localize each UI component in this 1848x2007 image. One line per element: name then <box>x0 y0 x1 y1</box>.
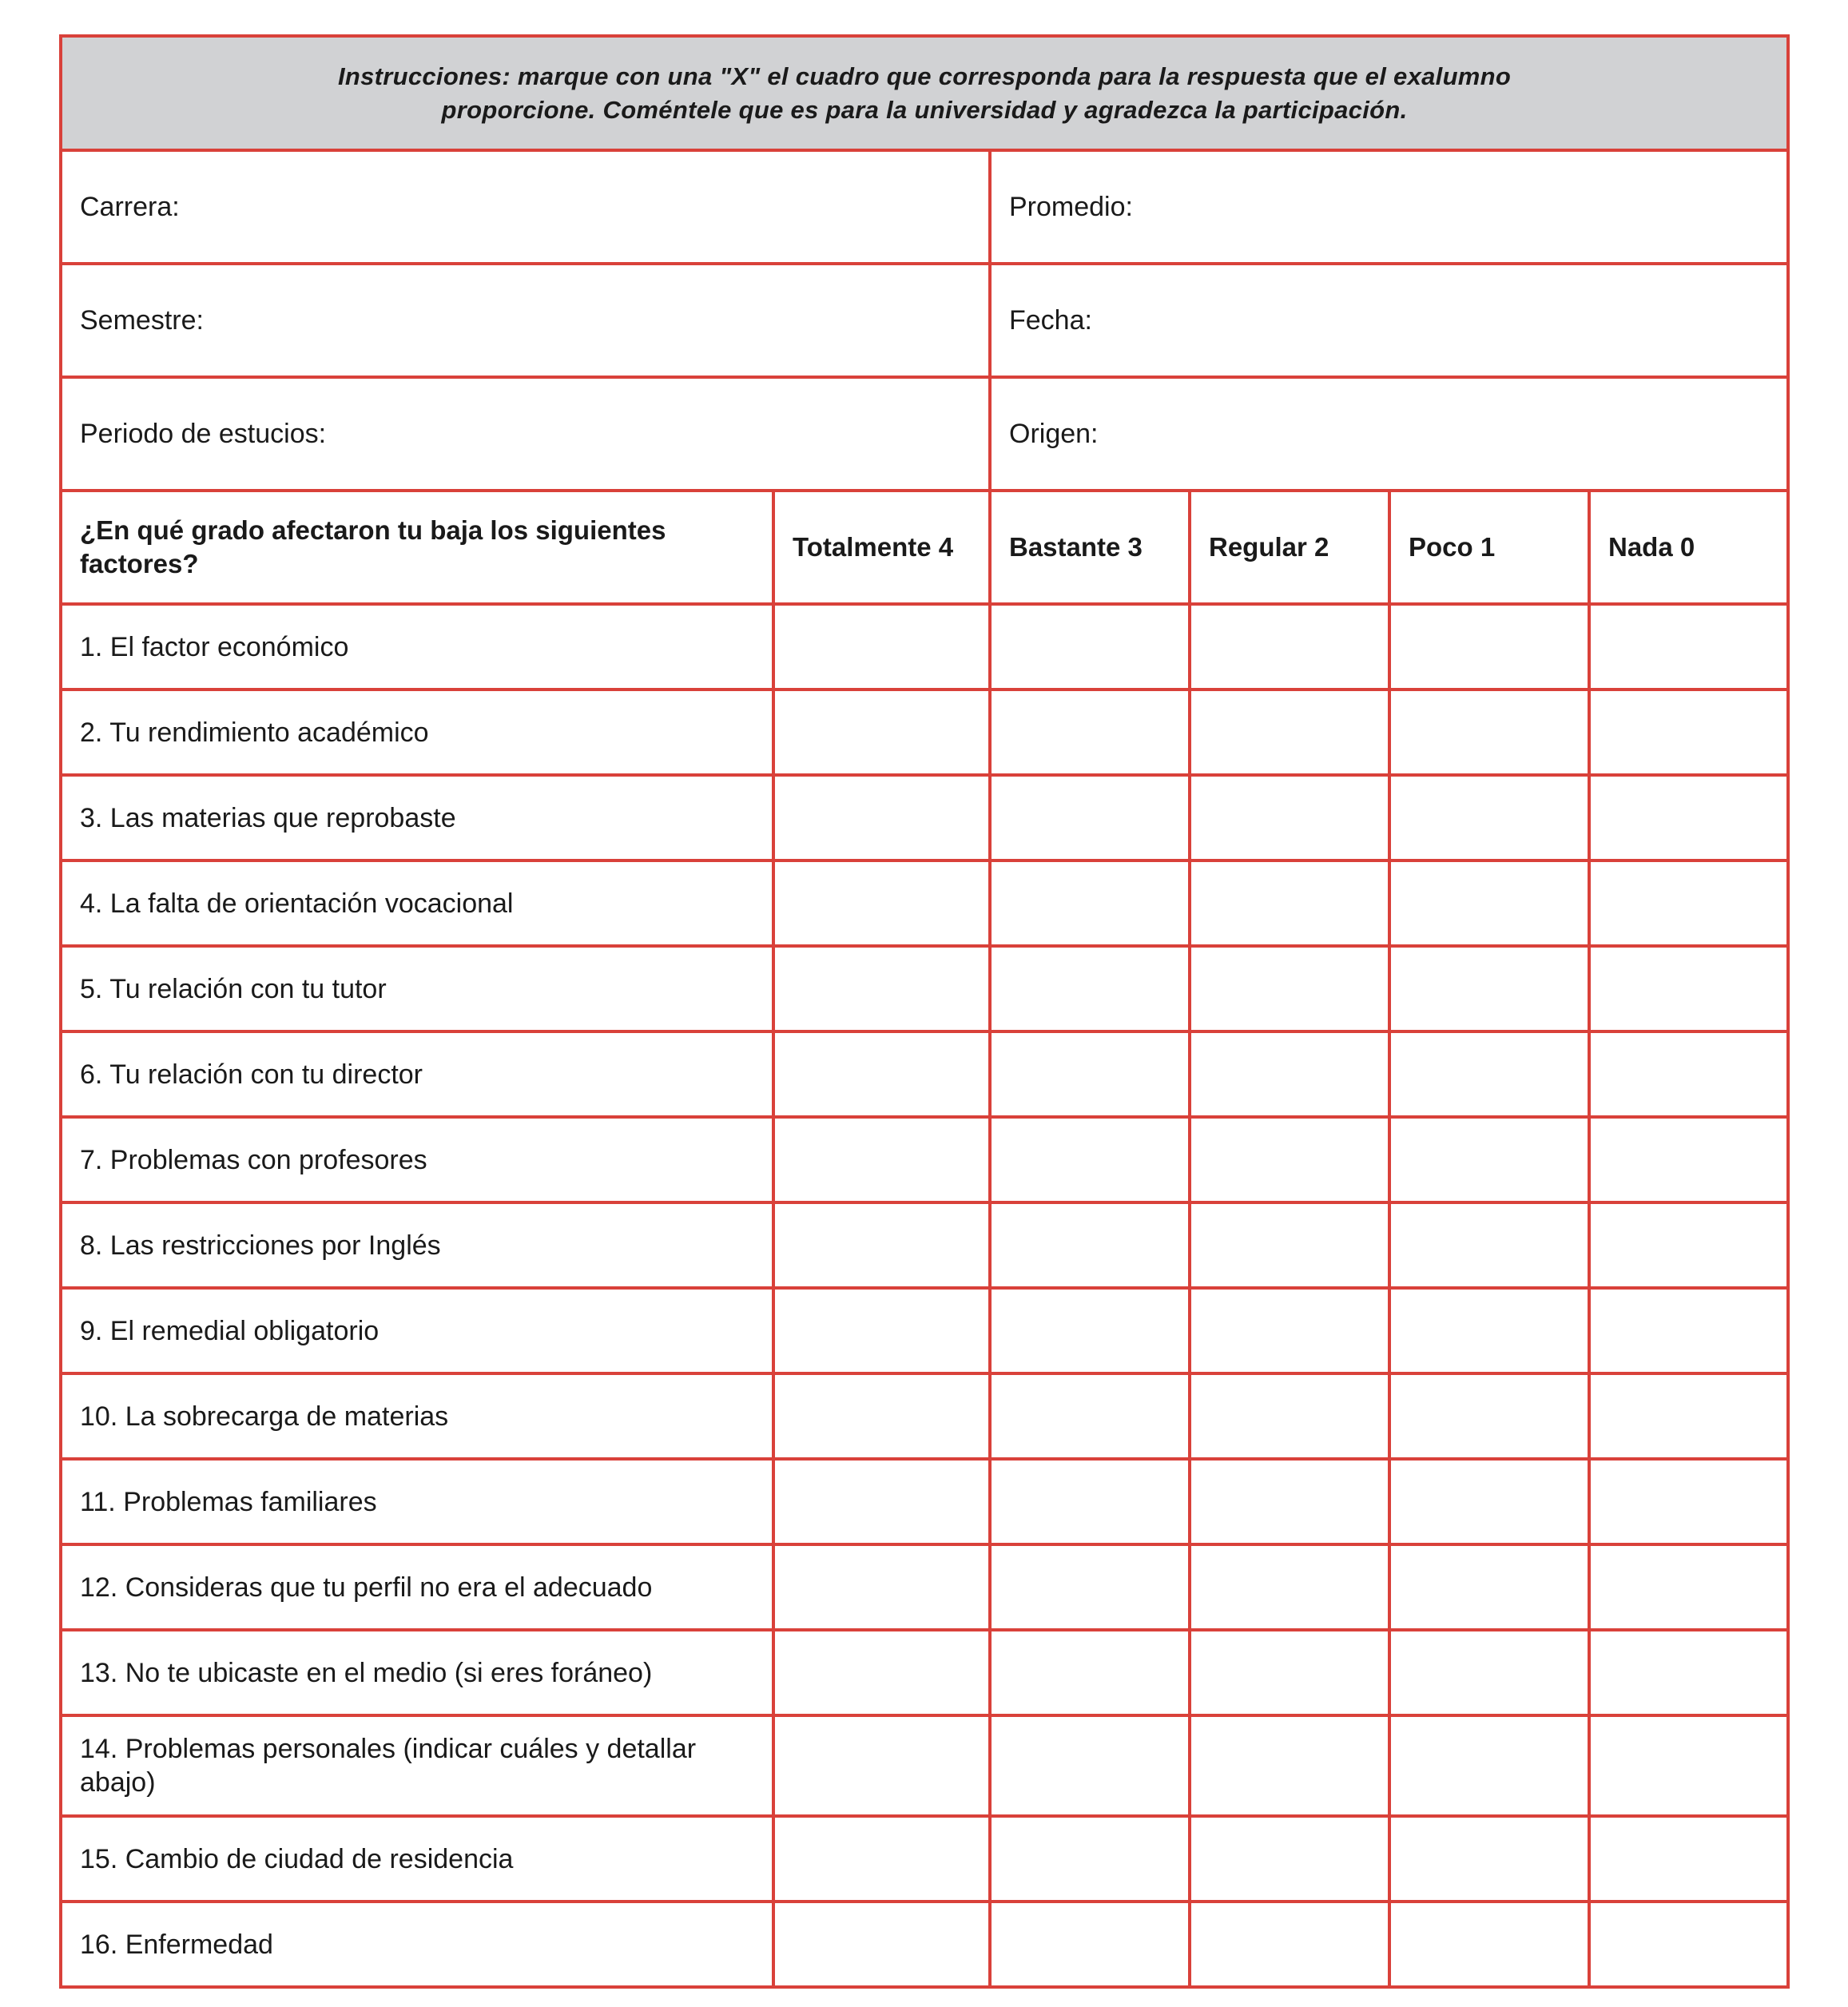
answer-checkbox-regular[interactable] <box>1190 1288 1389 1373</box>
scale-header-totalmente: Totalmente 4 <box>773 491 990 604</box>
scale-header-poco: Poco 1 <box>1389 491 1589 604</box>
answer-checkbox-totalmente[interactable] <box>773 1902 990 1987</box>
question-header: ¿En qué grado afectaron tu baja los siguientes factores? <box>61 491 773 604</box>
answer-checkbox-regular[interactable] <box>1190 1459 1389 1544</box>
answer-checkbox-regular[interactable] <box>1190 690 1389 775</box>
answer-checkbox-bastante[interactable] <box>990 1902 1190 1987</box>
answer-checkbox-regular[interactable] <box>1190 1902 1389 1987</box>
study-period-field[interactable]: Periodo de estucios: <box>61 377 990 491</box>
table-row <box>61 1544 1788 1630</box>
answer-checkbox-bastante[interactable] <box>990 1202 1190 1288</box>
info-row-career <box>61 150 1788 264</box>
answer-checkbox-bastante[interactable] <box>990 1117 1190 1202</box>
factor-label: 14. Problemas personales (indicar cuáles y detallar abajo) <box>61 1715 773 1816</box>
answer-checkbox-totalmente[interactable] <box>773 1117 990 1202</box>
table-row <box>61 1459 1788 1544</box>
factor-label: 2. Tu rendimiento académico <box>61 690 773 775</box>
table-row <box>61 775 1788 860</box>
average-field[interactable]: Promedio: <box>990 150 1788 264</box>
answer-checkbox-poco[interactable] <box>1389 604 1589 690</box>
answer-checkbox-poco[interactable] <box>1389 1715 1589 1816</box>
table-row <box>61 1902 1788 1987</box>
answer-checkbox-bastante[interactable] <box>990 946 1190 1031</box>
scale-header-bastante: Bastante 3 <box>990 491 1190 604</box>
answer-checkbox-nada[interactable] <box>1589 1031 1788 1117</box>
scale-header-row <box>61 491 1788 604</box>
factor-label: 11. Problemas familiares <box>61 1459 773 1544</box>
semester-field[interactable]: Semestre: <box>61 264 990 377</box>
answer-checkbox-poco[interactable] <box>1389 946 1589 1031</box>
answer-checkbox-bastante[interactable] <box>990 1544 1190 1630</box>
answer-checkbox-poco[interactable] <box>1389 1117 1589 1202</box>
scale-header-regular: Regular 2 <box>1190 491 1389 604</box>
info-row-semester <box>61 264 1788 377</box>
answer-checkbox-totalmente[interactable] <box>773 604 990 690</box>
answer-checkbox-poco[interactable] <box>1389 1459 1589 1544</box>
survey-form-table <box>59 34 1790 1989</box>
answer-checkbox-regular[interactable] <box>1190 1544 1389 1630</box>
answer-checkbox-nada[interactable] <box>1589 775 1788 860</box>
answer-checkbox-regular[interactable] <box>1190 604 1389 690</box>
answer-checkbox-regular[interactable] <box>1190 1117 1389 1202</box>
factor-label: 15. Cambio de ciudad de residencia <box>61 1816 773 1902</box>
table-row <box>61 690 1788 775</box>
instructions-line-2: proporcione. Coméntele que es para la universidad y agradezca la participación. <box>441 95 1408 124</box>
answer-checkbox-poco[interactable] <box>1389 775 1589 860</box>
answer-checkbox-poco[interactable] <box>1389 1902 1589 1987</box>
answer-checkbox-regular[interactable] <box>1190 775 1389 860</box>
date-field[interactable]: Fecha: <box>990 264 1788 377</box>
answer-checkbox-regular[interactable] <box>1190 1031 1389 1117</box>
answer-checkbox-totalmente[interactable] <box>773 1715 990 1816</box>
answer-checkbox-nada[interactable] <box>1589 1117 1788 1202</box>
table-row <box>61 1816 1788 1902</box>
answer-checkbox-bastante[interactable] <box>990 1816 1190 1902</box>
factor-label: 5. Tu relación con tu tutor <box>61 946 773 1031</box>
table-row <box>61 860 1788 946</box>
answer-checkbox-poco[interactable] <box>1389 1031 1589 1117</box>
answer-checkbox-nada[interactable] <box>1589 1544 1788 1630</box>
answer-checkbox-totalmente[interactable] <box>773 690 990 775</box>
instructions-line-1: Instrucciones: marque con una "X" el cuadro que corresponda para la respuesta que el exalumno <box>337 62 1512 90</box>
answer-checkbox-totalmente[interactable] <box>773 1202 990 1288</box>
answer-checkbox-nada[interactable] <box>1589 1902 1788 1987</box>
answer-checkbox-nada[interactable] <box>1589 1373 1788 1459</box>
answer-checkbox-regular[interactable] <box>1190 1630 1389 1715</box>
table-row <box>61 1288 1788 1373</box>
answer-checkbox-poco[interactable] <box>1389 1288 1589 1373</box>
factor-label: 16. Enfermedad <box>61 1902 773 1987</box>
answer-checkbox-poco[interactable] <box>1389 690 1589 775</box>
table-row <box>61 1202 1788 1288</box>
answer-checkbox-poco[interactable] <box>1389 1816 1589 1902</box>
answer-checkbox-totalmente[interactable] <box>773 860 990 946</box>
answer-checkbox-poco[interactable] <box>1389 1202 1589 1288</box>
answer-checkbox-regular[interactable] <box>1190 1202 1389 1288</box>
answer-checkbox-nada[interactable] <box>1589 1288 1788 1373</box>
answer-checkbox-bastante[interactable] <box>990 604 1190 690</box>
answer-checkbox-bastante[interactable] <box>990 1630 1190 1715</box>
answer-checkbox-totalmente[interactable] <box>773 1544 990 1630</box>
factor-label: 1. El factor económico <box>61 604 773 690</box>
info-row-period <box>61 377 1788 491</box>
answer-checkbox-totalmente[interactable] <box>773 1288 990 1373</box>
instructions-cell <box>61 36 1788 150</box>
answer-checkbox-totalmente[interactable] <box>773 1630 990 1715</box>
answer-checkbox-poco[interactable] <box>1389 1373 1589 1459</box>
answer-checkbox-regular[interactable] <box>1190 1715 1389 1816</box>
answer-checkbox-totalmente[interactable] <box>773 1816 990 1902</box>
answer-checkbox-poco[interactable] <box>1389 1544 1589 1630</box>
answer-checkbox-totalmente[interactable] <box>773 1031 990 1117</box>
answer-checkbox-poco[interactable] <box>1389 860 1589 946</box>
table-row <box>61 1373 1788 1459</box>
career-field[interactable]: Carrera: <box>61 150 990 264</box>
table-row <box>61 1117 1788 1202</box>
answer-checkbox-poco[interactable] <box>1389 1630 1589 1715</box>
answer-checkbox-totalmente[interactable] <box>773 1459 990 1544</box>
answer-checkbox-bastante[interactable] <box>990 775 1190 860</box>
factor-label: 4. La falta de orientación vocacional <box>61 860 773 946</box>
origin-field[interactable]: Origen: <box>990 377 1788 491</box>
answer-checkbox-nada[interactable] <box>1589 1202 1788 1288</box>
answer-checkbox-totalmente[interactable] <box>773 946 990 1031</box>
answer-checkbox-regular[interactable] <box>1190 860 1389 946</box>
answer-checkbox-nada[interactable] <box>1589 1630 1788 1715</box>
answer-checkbox-nada[interactable] <box>1589 1459 1788 1544</box>
answer-checkbox-regular[interactable] <box>1190 1816 1389 1902</box>
answer-checkbox-totalmente[interactable] <box>773 775 990 860</box>
answer-checkbox-bastante[interactable] <box>990 860 1190 946</box>
factor-label: 7. Problemas con profesores <box>61 1117 773 1202</box>
answer-checkbox-nada[interactable] <box>1589 946 1788 1031</box>
answer-checkbox-bastante[interactable] <box>990 1715 1190 1816</box>
factor-label: 8. Las restricciones por Inglés <box>61 1202 773 1288</box>
answer-checkbox-totalmente[interactable] <box>773 1373 990 1459</box>
table-row <box>61 1031 1788 1117</box>
table-row <box>61 1715 1788 1816</box>
factor-label: 6. Tu relación con tu director <box>61 1031 773 1117</box>
answer-checkbox-bastante[interactable] <box>990 690 1190 775</box>
answer-checkbox-bastante[interactable] <box>990 1288 1190 1373</box>
table-row <box>61 946 1788 1031</box>
factor-label: 13. No te ubicaste en el medio (si eres foráneo) <box>61 1630 773 1715</box>
answer-checkbox-bastante[interactable] <box>990 1459 1190 1544</box>
answer-checkbox-nada[interactable] <box>1589 1816 1788 1902</box>
factor-label: 12. Consideras que tu perfil no era el adecuado <box>61 1544 773 1630</box>
answer-checkbox-bastante[interactable] <box>990 1373 1190 1459</box>
answer-checkbox-regular[interactable] <box>1190 1373 1389 1459</box>
table-row <box>61 1630 1788 1715</box>
factor-label: 10. La sobrecarga de materias <box>61 1373 773 1459</box>
table-row <box>61 604 1788 690</box>
factor-label: 9. El remedial obligatorio <box>61 1288 773 1373</box>
answer-checkbox-nada[interactable] <box>1589 690 1788 775</box>
answer-checkbox-nada[interactable] <box>1589 604 1788 690</box>
scale-header-nada: Nada 0 <box>1589 491 1788 604</box>
instructions-row <box>61 36 1788 150</box>
answer-checkbox-bastante[interactable] <box>990 1031 1190 1117</box>
answer-checkbox-nada[interactable] <box>1589 1715 1788 1816</box>
factor-label: 3. Las materias que reprobaste <box>61 775 773 860</box>
answer-checkbox-nada[interactable] <box>1589 860 1788 946</box>
answer-checkbox-regular[interactable] <box>1190 946 1389 1031</box>
